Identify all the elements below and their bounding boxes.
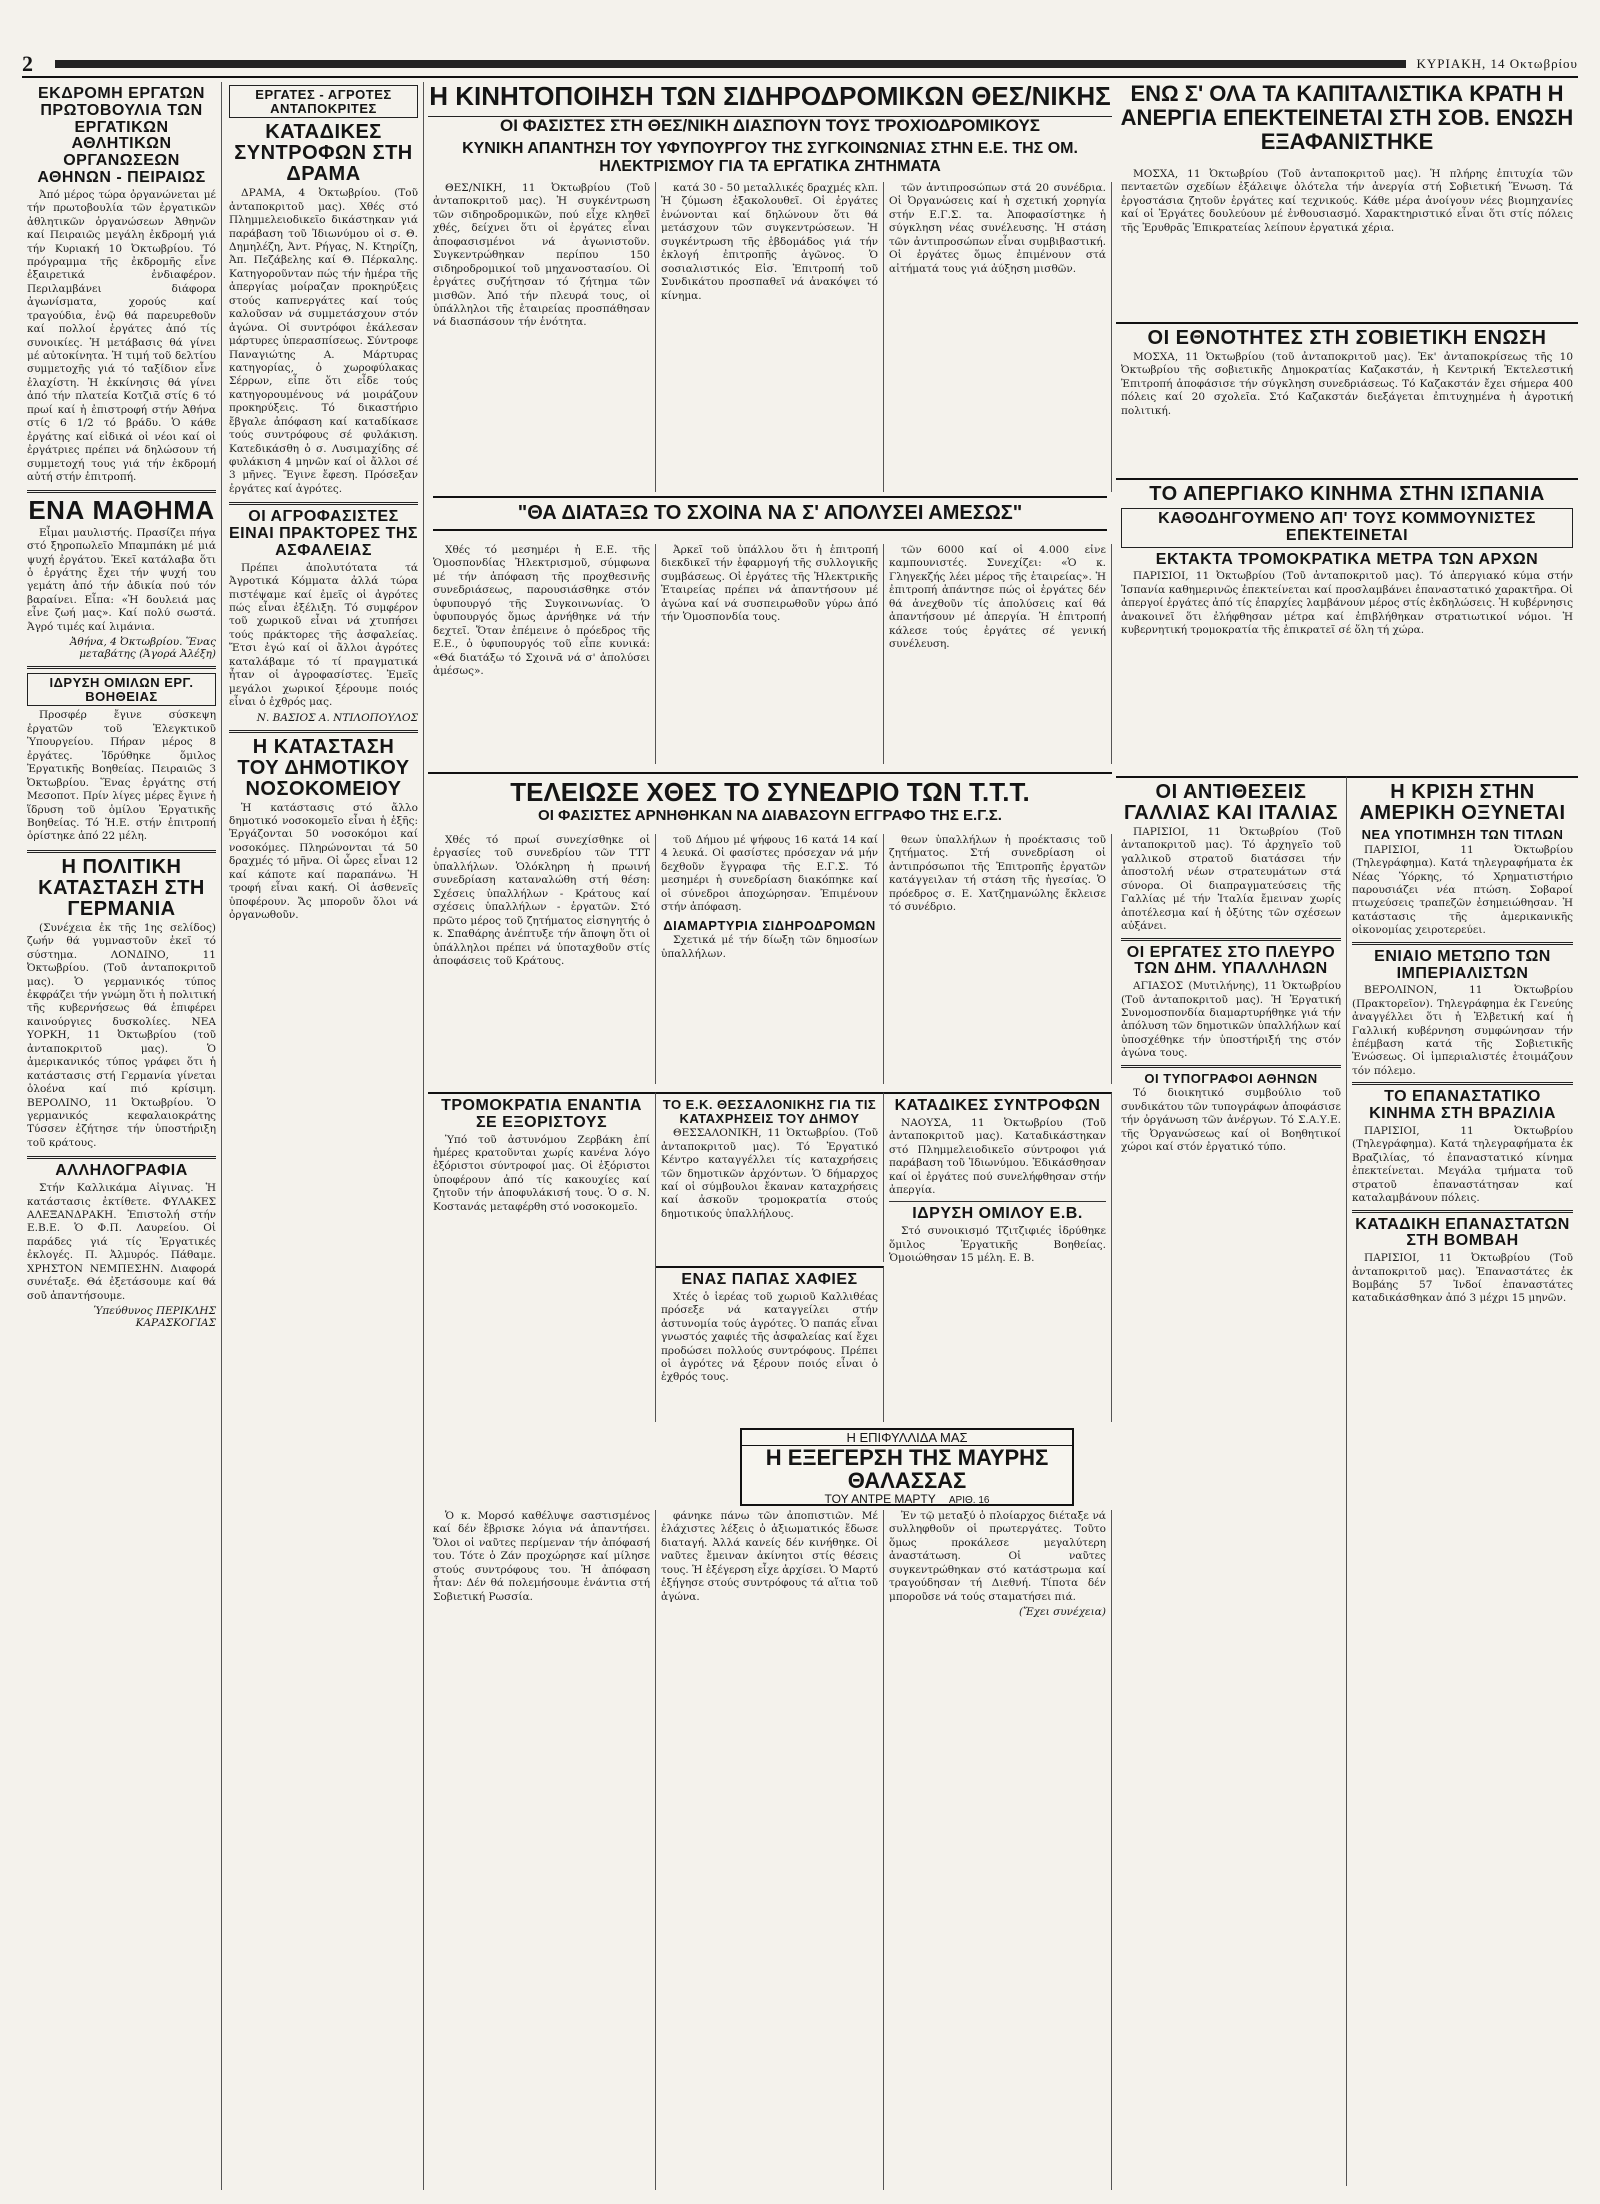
serial-col-a [428,1510,656,2190]
serial-continued: (Ἔχει συνέχεια) [1018,1606,1106,1619]
center-col-d [428,544,656,764]
divider [889,1201,1106,1202]
article-signature: Ν. ΒΑΣΙΟΣ Α. ΝΤΙΛΟΠΟΥΛΟΣ [256,711,418,724]
article-subheadline-2: ΕΚΤΑΚΤΑ ΤΡΟΜΟΚΡΑΤΙΚΑ ΜΕΤΡΑ ΤΩΝ ΑΡΧΩΝ [1155,550,1539,568]
article-signature: Ἀθήνα, 4 Ὀκτωβρίου. Ἕνας μεταβάτης (Ἀγορά Ἀλέξη) [69,636,216,661]
issue-date: ΚΥΡΙΑΚΗ, 14 Οκτωβρίου [1416,56,1578,71]
divider [1352,1082,1573,1085]
article-body: Ἀπό μέρος τώρα ὀργανώνεται μέ τήν πρωτοβουλία τῶν ἐργατικῶν ἀθλητικῶν ὀργανώσεων Ἀθηνῶν καί Πειραιῶς μεγάλη ἐκδρομή γιά τήν Κυριακή 10 Ὀκτωβρίου. Τό πρόγραμμα τῆς ἐκδρομῆς εἶνε ἐξαιρετικά ἐνδιαφέρον. Περιλαμβάνει διάφορα ἀγωνίσματα, χορούς καί τραγούδια, ἐνῷ θά παρευρεθοῦν καί πολλοί ἐργάτες ἀπό τίς συνοικίες. Ἡ μετάβασις θά γίνει μέ αὐτοκίνητα. Ἡ τιμή τοῦ δελτίου συμμετοχῆς γιά τό ταξίδιον εἶνε ἐλαχίστη. Ἡ ἐκκίνησις θά γίνει ἀπό τήν πλατεία Κοτζιᾶ στίς 6 τό πρωί καί ἡ ἐπιστροφή στήν Ἀθήνα στίς 6 1/2 τό βράδυ. Ὁ κάθε ἐργάτης καί εἰδικά οἱ νέοι καί οἱ ἐργάτριες πρέπει νά δηλώσουν τή συμμετοχή τους γιά τήν ἐκδρομή αὐτή στήν ἐπιτροπή. [27,188,216,483]
fk-article [656,1092,884,1262]
serial-body: Ἐν τῷ μεταξύ ὁ πλοίαρχος διέταξε νά συλληφθοῦν οἱ πρωτεργάτες. Τοῦτο ὅμως προκάλεσε μεγαλύτερη ἀναστάτωση. Οἱ ναῦτες συγκεντρώθηκαν στό κατάστρωμα καί τραγούδησαν τή Διεθνή. Τίποτα δέν μποροῦσε νά τούς σταματήσει πιά. [889,1510,1106,1603]
serial-label: Η ΕΠΙΦΥΛΛΙΔΑ ΜΑΣ [742,1430,1072,1446]
divider [1352,942,1573,945]
article-body: Εἶμαι μαυλιστής. Πρασίζει πήγα στό ξηροπωλεῖο Μπαμπάκη μέ μιά ψυχή ἐργάτου. Ἐκεῖ κατάλαβα ὅτι ὁ ἐργάτης ἔχει τήν ψυχή του γεμάτη ἀπό τήν ἀδικία πού τόν βαραίνει. Εἶπα: «Ἡ δουλειά μας εἶνε ζωή μας». Καί πολύ σωστά. Ἀγρό τιμές καί λιμάνια. [27,526,216,633]
article-headline: ΟΙ ΤΥΠΟΓΡΑΦΟΙ ΑΘΗΝΩΝ [1144,1070,1318,1086]
article-body: τῶν 6000 καί οἱ 4.000 εἶνε καμπουνιστές. Συνεχίζει: «Ὁ κ. Γληγεκζής λέει μέρος τῆς ἑταιρείας». Ἡ ἐπιτροπή ἀπάντησε πώς οἱ ἐργάτες δέν θά ἀνεχθοῦν τίς ἀπολύσεις καί θά ἀπαντήσουν μέ ἀπεργία. Ἡ ἐπιτροπή κάλεσε τούς ἐργάτες σέ γενική συνέλευση. [889,544,1106,651]
article-body: ΒΕΡΟΛΙΝΟΝ, 11 Ὀκτωβρίου (Πρακτορεῖον). Τηλεγράφημα ἐκ Γενεύης ἀναγγέλλει ὅτι ἡ Ἑλβετική καί ἡ Γαλλική κυβέρνηση συμφώνησαν τήν ἐπέμβαση κατά τῆς Σοβιετικῆς Ἑνώσεως. Οἱ ἰμπεριαλιστές ἑτοιμάζουν τόν πόλεμο. [1352,984,1573,1077]
article-drama-convictions [229,85,418,496]
article-headline: ΟΙ ΑΓΡΟΦΑΣΙΣΤΕΣ ΕΙΝΑΙ ΠΡΑΚΤΟΡΕΣ ΤΗΣ ΑΣΦΑΛΕΙΑΣ [229,508,419,559]
page-number: 2 [22,51,33,76]
center-col-e [656,544,884,764]
center-col-c [884,182,1112,492]
serial-number: ΑΡΙΘ. 16 [948,1495,990,1507]
article-body: ΜΟΣΧΑ, 11 Ὀκτωβρίου (Τοῦ ἀνταποκριτοῦ μας). Ἡ πλήρης ἐπιτυχία τῶν πενταετῶν σχεδίων ἐξάλειψε ὁλότελα τήν ἀνεργία στή Σοβιετική Ἕνωση. Τά ἐργοστάσια ζητοῦν ἐργάτες καί τεχνικούς. Κάθε μέρα ἀνοίγουν νέες βιομηχανίες καί οἱ Ἐργάτες δουλεύουν μέ ἐνθουσιασμό. Χαρακτηριστικό εἶναι ὅτι στίς πόλεις τῆς Ἐρυθρᾶς Ἐπικρατείας λείπουν ἐργατικά χέρια. [1121,168,1573,234]
protest-headline: ΔΙΑΜΑΡΤΥΡΙΑ ΣΙΔΗΡΟΔΡΟΜΩΝ [663,917,876,933]
ttt-col-a [428,834,656,1084]
article-body: Προσφέρ ἔγινε σύσκεψη ἐργατῶν τοῦ Ἑλεγκτικοῦ Ὑπουργείου. Πήραν μέρος 8 ἐργάτες. Ἱδρύθηκε ὅμιλος Ἐργατικῆς Βοηθείας. Πειραιῶς 3 Ὀκτωβρίου. Ἕνας ἐργάτης στή Μεσοποτ. Πρίν λίγες μέρες ἔγινε ἡ ἵδρυση τοῦ ὁμίλου Ἐργατικῆς Βοηθείας. Τό Ἡ.Ε. στήν ἐπιτροπή ὁρίστηκε ἀπό 22 μέλη. [27,709,216,843]
article-headline: ΤΟ ΑΠΕΡΓΙΑΚΟ ΚΙΝΗΜΑ ΣΤΗΝ ΙΣΠΑΝΙΑ [1149,483,1545,505]
article-headline: ΕΚΔΡΟΜΗ ΕΡΓΑΤΩΝ ΠΡΩΤΟΒΟΥΛΙΑ ΤΩΝ ΕΡΓΑΤΙΚΩΝ ΑΘΛΗΤΙΚΩΝ ΟΡΓΑΝΩΣΕΩΝ ΑΘΗΝΩΝ - ΠΕΙΡΑΙΩΣ [37,85,206,186]
main-headline: Η ΚΙΝΗΤΟΠΟΙΗΣΗ ΤΩΝ ΣΙΔΗΡΟΔΡΟΜΙΚΩΝ ΘΕΣ/ΝΙΚΗΣ [429,82,1111,111]
article-body: Τό διοικητικό συμβούλιο τοῦ συνδικάτου τῶν τυπογράφων ἀποφάσισε τήν ὀργάνωση τῶν ἀνέργων. Τό Σ.Α.Υ.Ε. τῆς Ὀργανώσεως καί οἱ Βοηθητικοί χώροι καί στόν ἐργατικό τύπο. [1121,1087,1341,1154]
column-2 [224,82,424,2190]
article-correspondence [27,1163,216,1329]
ethnic-col [1116,322,1578,472]
divider [1121,1065,1341,1068]
protest-body: Σχετικά μέ τήν δίωξη τῶν δημοσίων ὑπαλλήλων. [661,934,878,960]
article-headline: ΟΙ ΕΡΓΑΤΕΣ ΣΤΟ ΠΛΕΥΡΟ ΤΩΝ ΔΗΜ. ΥΠΑΛΛΗΛΩΝ [1126,943,1336,978]
ttt-subheadline: ΟΙ ΦΑΣΙΣΤΕΣ ΑΡΝΗΘΗΚΑΝ ΝΑ ΔΙΑΒΑΣΟΥΝ ΕΓΓΡΑΦΟ ΤΗΣ Ε.Γ.Σ. [538,808,1002,824]
article-body: (Συνέχεια ἐκ τῆς 1ης σελίδος) ζωήν θά γυμναστοῦν ἐκεῖ τό σύστημα. ΛΟΝΔΙΝΟ, 11 Ὀκτωβρίου. (Τοῦ ἀνταποκριτοῦ μας). Ὁ γερμανικός τύπος ἐκφράζει τήν γνώμη ὅτι ἡ πολιτική τῆς κυβερνήσεως θά ἐπιφέρει καινούργιες δυσκολίες. ΝΕΑ ΥΟΡΚΗ, 11 Ὀκτωβρίου (τοῦ ἀνταποκριτοῦ μας). Ὁ ἀμερικανικός τύπος γράφει ὅτι ἡ κατάστασις στή Γερμανία γίνεται ὁλοένα καί πιό κρίσιμη. ΒΕΡΟΛΙΝΟ, 11 Ὀκτωβρίου. Ὁ γερμανικός κεφαλαιοκράτης Τύσσεν ἐζήτησε τήν ὑποστήριξη τοῦ κράτους. [27,921,216,1149]
article-headline: ΚΑΤΑΔΙΚΗ ΕΠΑΝΑΣΤΑΤΩΝ ΣΤΗ ΒΟΜΒΑΗ [1355,1215,1570,1250]
article-lesson [27,497,216,660]
masthead-rule [55,60,1406,68]
divider [27,850,216,853]
article-body: ΝΑΟΥΣΑ, 11 Ὀκτωβρίου (Τοῦ ἀνταποκριτοῦ μας). Καταδικάστηκαν στό Πλημμελειοδικεῖο σύντροφοι γιά παράβαση τοῦ Ἰδιωνύμου. Ἐδικάσθησαν καί οἱ ἐργάτες πού συνελήφθησαν στήν ἀπεργία. [889,1116,1106,1196]
divider [1352,1210,1573,1213]
serial-title: Η ΕΞΕΓΕΡΣΗ ΤΗΣ ΜΑΥΡΗΣ ΘΑΛΑΣΣΑΣ [765,1445,1049,1494]
article-headline: Η ΠΟΛΙΤΙΚΗ ΚΑΤΑΣΤΑΣΗ ΣΤΗ ΓΕΡΜΑΝΙΑ [38,855,205,920]
page-masthead [22,52,1578,78]
article-body: Ἡ κατάστασις στό ἄλλο δημοτικό νοσοκομεῖο εἶναι ἡ ἑξῆς: Ἐργάζονται 50 νοσοκόμοι καί νοσοκόμες. Πληρώνονται τά 50 δραχμές τό μῆνα. Οἱ ὧρες εἶναι 12 καί κάποτε καί παραπάνω. Ἡ τροφή εἶναι κακή. Οἱ ἀσθενεῖς ὑποφέρουν. Ἄς μποροῦν ὅλοι νά ὀργανωθοῦν. [229,801,418,922]
divider [1121,938,1341,941]
ussr-headline: ΕΝΩ Σ' ΟΛΑ ΤΑ ΚΑΠΙΤΑΛΙΣΤΙΚΑ ΚΡΑΤΗ Η ΑΝΕΡΓΙΑ ΕΠΕΚΤΕΙΝΕΤΑΙ ΣΤΗ ΣΟΒ. ΕΝΩΣΗ ΕΞΑΦΑΝΙΣΤΗΚΕ [1120,82,1574,155]
article-body: ΠΑΡΙΣΙΟΙ, 11 Ὀκτωβρίου (Τηλεγράφημα). Κατά τηλεγραφήματα ἐκ Βραζιλίας, τό ἐπαναστατικό κίνημα ἐπεκτείνεται. Μεγάλα τμήματα τοῦ στρατοῦ ἐπαναστάτησαν καί καταλαμβάνουν πόλεις. [1352,1124,1573,1205]
article-relief-clubs [27,673,216,844]
article-body: Χτές ὁ ἱερέας τοῦ χωριοῦ Καλλιθέας πρόσεξε νά καταγγείλει στήν ἀστυνομία τούς ἀγρότες. Ὁ παπάς εἶναι γνωστός χαφιές τῆς ἀσφαλείας καί ἔχει προδώσει πολλούς συντρόφους. Πρέπει οἱ ἀγρότες νά ξέρουν ποιός εἶναι ὁ ἐχθρός τους. [661,1290,878,1384]
article-headline: Η ΚΑΤΑΣΤΑΣΗ ΤΟΥ ΔΗΜΟΤΙΚΟΥ ΝΟΣΟΚΟΜΕΙΟΥ [237,735,410,800]
article-body-2: Στό συνοικισμό Τζιτζιφιές ἱδρύθηκε ὅμιλος Ἐργατικῆς Βοηθείας. Ὁμοιώθησαν 15 μέλη. Ε. Β. [889,1225,1106,1265]
article-body: Ὑπό τοῦ ἀστυνόμου Ζερβάκη ἐπί ἡμέρες κρατοῦνται χωρίς κανένα λόγο ἐξόριστοι σύντροφοί μας. Οἱ ἐξόριστοι ὑποφέρουν ἀπό τίς κακουχίες καί ζητοῦν τήν ἀποφυλάκισή τους. Ὁ σ. Ν. Κοστανάς μεταφέρθη στό νοσοκομεῖο. [433,1133,650,1213]
section-headline: ΕΡΓΑΤΕΣ - ΑΓΡΟΤΕΣ ΑΝΤΑΠΟΚΡΙΤΕΣ [229,85,418,118]
right-col-b [1347,776,1578,2186]
papas-article [656,1266,884,1422]
article-hospital [229,737,418,923]
ttt-col-c [884,834,1112,1084]
article-headline: ΕΝΙΑΙΟ ΜΕΤΩΠΟ ΤΩΝ ΙΜΠΕΡΙΑΛΙΣΤΩΝ [1374,947,1551,982]
main-subheadline: ΟΙ ΦΑΣΙΣΤΕΣ ΣΤΗ ΘΕΣ/ΝΙΚΗ ΔΙΑΣΠΟΥΝ ΤΟΥΣ ΤΡΟΧΙΟΔΡΟΜΙΚΟΥΣ [428,116,1112,136]
article-headline: Η ΚΡΙΣΗ ΣΤΗΝ ΑΜΕΡΙΚΗ ΟΞΥΝΕΤΑΙ [1359,781,1566,824]
divider [229,502,418,505]
article-body: ΔΡΑΜΑ, 4 Ὀκτωβρίου. (Τοῦ ἀνταποκριτοῦ μας). Χθές στό Πλημμελειοδικεῖο δικάστηκαν γιά παράβαση τοῦ Ἰδιωνύμου οἱ σ. Θ. Δημηλέζη, Ἀντ. Ρήγας, Ν. Κτηρίζη, Ἀπ. Πεζάβελης καί Θ. Πέρκαλης. Κατηγοροῦνταν πώς τήν ἡμέρα τῆς ἀπεργίας μοίραζαν προκηρύξεις στούς καπνεργάτες καί τούς καλοῦσαν νά συμμετάσχουν στόν ἀγώνα. Οἱ συντρόφοι ἐκάλεσαν μάρτυρες ὑπερασπίσεως. Σύντροφε Παναγιώτης Α. Μάρτυρας κατηγορίας, ὁ χωροφύλακας Σέρρων, εἶπε ὅτι εἶδε τούς κατηγορουμένους νά μοιράζουν προκηρύξεις. Τό δικαστήριο ἔβγαλε ἀπόφαση καί καταδίκασε τούς συντρόφους σέ φυλάκιση. Κατεδικάσθη ὁ σ. Λυσιμαχίδης σέ φυλάκιση 4 μηνῶν καί οἱ ἄλλοι σέ 3 μῆνες. Ἔγινε ἔφεση. Πρόσεξαν ἐργάτες καί ἀγρότες. [229,187,418,495]
article-headline: ΤΟ ΕΠΑΝΑΣΤΑΤΙΚΟ ΚΙΝΗΜΑ ΣΤΗ ΒΡΑΖΙΛΙΑ [1369,1088,1556,1123]
divider [27,490,216,493]
article-headline: ΙΔΡΥΣΗ ΟΜΙΛΩΝ ΕΡΓ. ΒΟΗΘΕΙΑΣ [27,673,216,706]
article-headline: ΕΝΑΣ ΠΑΠΑΣ ΧΑΦΙΕΣ [681,1271,858,1288]
serial-col-c [884,1510,1112,2190]
center-col-b [656,182,884,492]
article-subheadline: ΚΑΘΟΔΗΓΟΥΜΕΝΟ ΑΠ' ΤΟΥΣ ΚΟΜΜΟΥΝΙΣΤΕΣ ΕΠΕΚΤΕΙΝΕΤΑΙ [1121,508,1573,548]
article-headline-2: ΙΔΡΥΣΗ ΟΜΙΛΟΥ Ε.Β. [912,1205,1083,1223]
ttt-headline: ΤΕΛΕΙΩΣΕ ΧΘΕΣ ΤΟ ΣΥΝΕΔΡΙΟ ΤΩΝ Τ.Τ.Τ. [428,772,1112,807]
article-body: ΑΓΙΑΣΟΣ (Μυτιλήνης), 11 Ὀκτωβρίου (Τοῦ ἀνταποκριτοῦ μας). Ἡ Ἐργατική Συνομοσπονδία διαμαρτυρήθηκε γιά τήν ἀπόλυση τῶν δημοτικῶν ὑπαλλήλων καί ὑποσχέθηκε τήν ὑποστήριξή της στόν ἀγώνα τους. [1121,980,1341,1060]
article-headline: ΟΙ ΕΘΝΟΤΗΤΕΣ ΣΤΗ ΣΟΒΙΕΤΙΚΗ ΕΝΩΣΗ [1147,327,1547,349]
center-col-f [884,544,1112,764]
article-body: τοῦ Δήμου μέ ψήφους 16 κατά 14 καί 4 λευκά. Οἱ φασίστες πρόσεχαν νά μήν δεχθοῦν ἔγγραφα τῆς Ε.Γ.Σ. Τό μεσημέρι ἡ συνεδρίαση διακόπηκε καί οἱ σύνεδροι ἀποχώρησαν. Ἐπιμένουν στήν ἀπόφαση. [661,834,878,914]
article-body: ΠΑΡΙΣΙΟΙ, 11 Ὀκτωβρίου (Τοῦ ἀνταποκριτοῦ μας). Τό ἀρχηγεῖο τοῦ γαλλικοῦ στρατοῦ διατάσσει τήν ἀποστολή νέων στρατευμάτων στά σύνορα. Οἱ διαπραγματεύσεις τῆς Γαλλίας μέ τήν Ἰταλία ἔμειναν χωρίς ἀποτέλεσμα καί ἡ ὀξύτης τῶν σχέσεων αὐξάνει. [1121,826,1341,933]
terror-article [428,1092,656,1422]
article-body: κατά 30 - 50 μεταλλικές δραχμές κλπ. Ἡ ζύμωση ἐξακολουθεῖ. Οἱ ἐργάτες ἐνώνονται καί δηλώνουν ὅτι θά μετάσχουν τῶν συγκεντρώσεων. Ἡ συγκέντρωση τῆς ἑβδομάδος γιά τήν ἐκλογή ἐπιτροπῆς ἀγῶνος. Ὁ σοσιαλιστικός Εἰσ. Ἐπιτροπή τοῦ Συνδικάτου προσπαθεῖ νά ἀνακόψει τό κίνημα. [661,182,878,302]
quote-headline: "ΘΑ ΔΙΑΤΑΞΩ ΤΟ ΣΧΟΙΝΑ ΝΑ Σ' ΑΠΟΛΥΣΕΙ ΑΜΕΣΩΣ" [433,496,1107,531]
quote-block [428,496,1112,540]
article-body: Ἀρκεῖ τοῦ ὑπάλλου ὅτι ἡ ἐπιτροπή διεκδικεῖ τήν ἐφαρμογή τῆς συλλογικῆς συμβάσεως. Οἱ ἐργάτες τῆς Ἠλεκτρικῆς Ἑταιρείας πρέπει νά ἀπαντήσουν μέ ἀγώνα καί νά συσπειρωθοῦν γύρω ἀπό τήν Ὁμοσπονδία τους. [661,544,878,624]
article-body: ΜΟΣΧΑ, 11 Ὀκτωβρίου (τοῦ ἀνταποκριτοῦ μας). Ἐκ' ἀνταποκρίσεως τῆς 10 Ὀκτωβρίου τῆς σοβιετικῆς Δημοκρατίας Καζακστάν, ἡ Κεντρική Ἐκτελεστική Ἐπιτροπή ἀποφάσισε τήν σύγκληση συνεδριάσεως. Τό Καζακστάν ἔχει σήμερα 400 πόλεις καί 20 σχολεῖα. Στό Καζακστάν διεξάγεται ἐπιτυχημένα ἡ ἀγροτική πολιτική. [1121,351,1573,417]
article-headline: ΑΛΛΗΛΟΓΡΑΦΙΑ [55,1162,188,1180]
serial-author: ΤΟΥ ΑΝΤΡΕ ΜΑΡΤΥ [824,1492,936,1507]
katadikes-article [884,1092,1112,1422]
serial-body: Ὁ κ. Μορσό καθέλυψε σαστισμένος καί δέν ἔβρισκε λόγια νά ἀπαντήσει. Ὅλοι οἱ ναῦτες περίμεναν τήν ἀπόφασή του. Τότε ὁ Ζάν προχώρησε καί μίλησε στούς συντρόφους του. Ἡ ἀπόφαση ἦταν: Δέν θά πολεμήσουμε ἐνάντια στή Σοβιετική Ρωσσία. [433,1510,650,1603]
divider [27,666,216,669]
article-body: Στήν Καλλικάμα Αἰγινας. Ἡ κατάστασις ἐκτίθετε. ΦΥΛΑΚΕΣ ΑΛΕΞΑΝΔΡΑΚΗ. Ἐπιστολή στήν Ε.Β.Ε. Ὁ Φ.Π. Λαυρείου. Οἱ παράδες γιά τίς Ἐργατικές ἐκλογές. Π. Ἀλμυρός. Πάθαμε. ΧΡΗΣΤΟΝ ΝΕΜΠΕΣΗΝ. Διαφορά συνέταξε. Θά ἐξετάσουμε καί θά σοῦ ἀπαντήσουμε. [27,1182,216,1302]
article-body: ΘΕΣ/ΝΙΚΗ, 11 Ὀκτωβρίου (Τοῦ ἀνταποκριτοῦ μας). Ἡ συγκέντρωση τῶν σιδηροδρομικῶν, πού εἶχε κληθεῖ χθές, δείχνει ὅτι οἱ ἐργάτες εἶναι ἀποφασισμένοι νά ἀγωνιστοῦν. Συγκεντρώθηκαν περίπου 150 σιδηροδρομικοί τοῦ μηχανοστασίου. Οἱ ἐργάτες συζήτησαν τό ζήτημα τῶν μισθῶν. Ἀπό τήν πλευρά τους, οἱ ὑπάλληλοι τῆς ἑταιρείας προσπάθησαν νά διασπάσουν τήν ἑνότητα. [433,182,650,329]
divider [27,1156,216,1159]
main-subheadline-2: ΚΥΝΙΚΗ ΑΠΑΝΤΗΣΗ ΤΟΥ ΥΦΥΠΟΥΡΓΟΥ ΤΗΣ ΣΥΓΚΟΙΝΩΝΙΑΣ ΣΤΗΝ Ε.Ε. ΤΗΣ ΟΜ. ΗΛΕΚΤΡΙΣΜΟΥ ΓΙΑ ΤΑ ΕΡΓΑΤΙΚΑ ΖΗΤΗΜΑΤΑ [462,140,1078,175]
article-body: Χθές τό μεσημέρι ἡ Ε.Ε. τῆς Ὁμοσπονδίας Ἠλεκτρισμοῦ, σύμφωνα μέ τήν ἀπόφαση τῆς προχθεσινῆς συνεδριάσεως, παρουσιάσθηκε στόν ὑφυπουργό τῆς Συγκοινωνίας. Ὁ ὑφυπουργός ὅμως ἀρνήθηκε νά τήν δεχτεῖ. Ὅταν ἐπέμεινε ὁ πρόεδρος τῆς Ε.Ε., ὁ ὑφυπουργός τοῦ εἶπε κυνικά: «Θά διατάξω τό Σχοινᾶ νά σ' ἀπολύσει ἀμέσως». [433,544,650,677]
right-col-a [1116,776,1347,2186]
center-col-a [428,182,656,492]
article-headline: ΤΟ Ε.Κ. ΘΕΣΣΑΛΟΝΙΚΗΣ ΓΙΑ ΤΙΣ ΚΑΤΑΧΡΗΣΕΙΣ ΤΟΥ ΔΗΜΟΥ [662,1097,877,1126]
responsible-editor: Ὑπεύθυνος ΠΕΡΙΚΛΗΣ ΚΑΡΑΣΚΟΓΙΑΣ [93,1305,216,1330]
article-body: θεων ὑπαλλήλων ἡ προέκτασις τοῦ ζητήματος. Στή συνεδρίαση οἱ ἀντιπρόσωποι τῆς Ἐπιτροπῆς ἐργατῶν κατάγγειλαν τή στάση τῆς ἡγεσίας. Ὁ πρόεδρος σ. Ε. Χατζημανώλης ἔκλεισε τό συνέδριο. [889,834,1106,914]
article-headline: ΚΑΤΑΔΙΚΕΣ ΣΥΝΤΡΟΦΩΝ ΣΤΗ ΔΡΑΜΑ [234,121,413,186]
article-germany [27,857,216,1150]
article-body: Χθές τό πρωί συνεχίσθηκε οἱ ἐργασίες τοῦ συνεδρίου τῶν ΤΤΤ ὑπαλλήλων. Ὁλόκληρη ἡ πρωινή συνεδρίαση καταναλώθη στή θέση: Σχέσεις ὑπαλλήλων - Κράτους καί σχέσεις ὑπαλλήλων - ἐργατῶν. Στό πρῶτο μέρος τοῦ ζητήματος εἰσηγητής ὁ κ. Σπαθάρης ἀνέπτυξε τήν ἄποψη ὅτι οἱ ὑπάλληλοι πρέπει νά ὑποταχθοῦν στίς ἀποφάσεις τοῦ Κράτους. [433,834,650,967]
article-agrofascists [229,509,418,723]
article-body: ΠΑΡΙΣΙΟΙ, 11 Ὀκτωβρίου (Τοῦ ἀνταποκριτοῦ μας). Ἐπαναστάτες ἐκ Βομβάης 57 Ἰνδοί ἐπαναστάτες καταδικάσθηκαν ἀπό 3 μέχρι 15 μηνῶν. [1352,1252,1573,1305]
article-body: ΘΕΣΣΑΛΟΝΙΚΗ, 11 Ὀκτωβρίου. (Τοῦ ἀνταποκριτοῦ μας). Τό Ἐργατικό Κέντρο καταγγέλλει τίς καταχρήσεις τῶν δημοτικῶν ἀρχόντων. Ὁ δήμαρχος καί οἱ σύμβουλοι ἔκαναν καταχρήσεις καί ἀσκοῦν τρομοκρατία στούς δημοτικούς ὑπαλλήλους. [661,1127,878,1220]
spain-col [1116,478,1578,768]
article-workers-excursion [27,86,216,484]
serial-box [740,1428,1074,1506]
serial-body: φάνηκε πάνω τῶν ἀποπιστιῶν. Μέ ἐλάχιστες λέξεις ὁ ἀξιωματικός ἔδωσε διαταγή. Ἀλλά κανείς δέν κινήθηκε. Οἱ ναῦτες ἔμειναν ἀκίνητοι στίς θέσεις τους. Ἡ ἐξέγερση εἶχε ἀρχίσει. Ὁ Μαρτύ ἐξήγησε στούς συντρόφους τά αἴτια τοῦ ἀγώνα. [661,1510,878,1603]
article-headline: ΤΡΟΜΟΚΡΑΤΙΑ ΕΝΑΝΤΙΑ ΣΕ ΕΞΟΡΙΣΤΟΥΣ [441,1097,642,1131]
article-body: τῶν ἀντιπροσώπων στά 20 συνέδρια. Οἱ Ὀργανώσεις καί ἡ σχετική χορηγία στήν Ε.Γ.Σ. τα. Ἀποφασίστηκε ἡ σύγκληση νέας συνέλευσης. Ἡ στάση τῶν ἀντιπροσώπων εἶναι συμβιβαστική. Οἱ ἐργάτες ὅμως ἐπιμένουν στά αἰτήματά τους γιά ἀύξηση μισθῶν. [889,182,1106,275]
article-subheadline: ΝΕΑ ΥΠΟΤΙΜΗΣΗ ΤΩΝ ΤΙΤΛΩΝ [1361,827,1564,842]
article-body: Πρέπει ἀπολυτότατα τά Ἀγροτικά Κόμματα ἀλλά τώρα πιστέψαμε καί ἐμεῖς οἱ ἀγρότες πώς εἶναι ἐξέλιξη. Τό συμφέρον τοῦ χωρικοῦ εἶναι νά χτυπήσει τούς πράκτορες τῆς ἀσφαλείας. Ἔτσι ἐγώ καί οἱ ἄλλοι ἀγρότες καταλάβαμε τό τί πραγματικά ἦταν οἱ ἀγροφασίστες. Ἐμεῖς μεγάλοι χωρικοί ξέρουμε ποιός εἶναι ὁ ἐχθρός μας. [229,561,418,709]
article-headline: ΟΙ ΑΝΤΙΘΕΣΕΙΣ ΓΑΛΛΙΑΣ ΚΑΙ ΙΤΑΛΙΑΣ [1123,781,1339,824]
serial-col-b [656,1510,884,2190]
ussr-col [1116,168,1578,318]
article-body: ΠΑΡΙΣΙΟΙ, 11 Ὀκτωβρίου (Τοῦ ἀνταποκριτοῦ μας). Τό ἀπεργιακό κύμα στήν Ἰσπανία καθημερινῶς ἐπεκτείνεται καί προσλαμβάνει ἐπαναστατικό χαρακτῆρα. Οἱ ἀπεργοί ἐργάτες ἀπό τίς ἐπαρχίες λαμβάνουν μέρος στίς ἐκδηλώσεις. Ἡ κυβέρνησις ἀνακοινεῖ ὅτι ἐλήφθησαν μέτρα καί ἐπιβλήθηκαν στρατιωτικοί νόμοι. Ἡ κυβερνητική τρομοκρατία τῆς ἐπικρατεῖ σέ ὅλη τή χώρα. [1121,570,1573,637]
article-body: ΠΑΡΙΣΙΟΙ, 11 Ὀκτωβρίου (Τηλεγράφημα). Κατά τηλεγραφήματα ἐκ Νέας Ὑόρκης, τό Χρηματιστήριο παρουσιάζει νέα πτώση. Σοβαροί πτωχεύσεις τραπεζῶν ἐσημειώθησαν. Ἡ κατάστασις τῆς ἀμερικανικῆς οἰκονομίας χειροτερεύει. [1352,843,1573,937]
article-headline: ΕΝΑ ΜΑΘΗΜΑ [28,495,215,526]
ttt-col-b [656,834,884,1084]
column-1 [22,82,222,2190]
article-headline: ΚΑΤΑΔΙΚΕΣ ΣΥΝΤΡΟΦΩΝ [894,1097,1101,1114]
divider [229,730,418,733]
